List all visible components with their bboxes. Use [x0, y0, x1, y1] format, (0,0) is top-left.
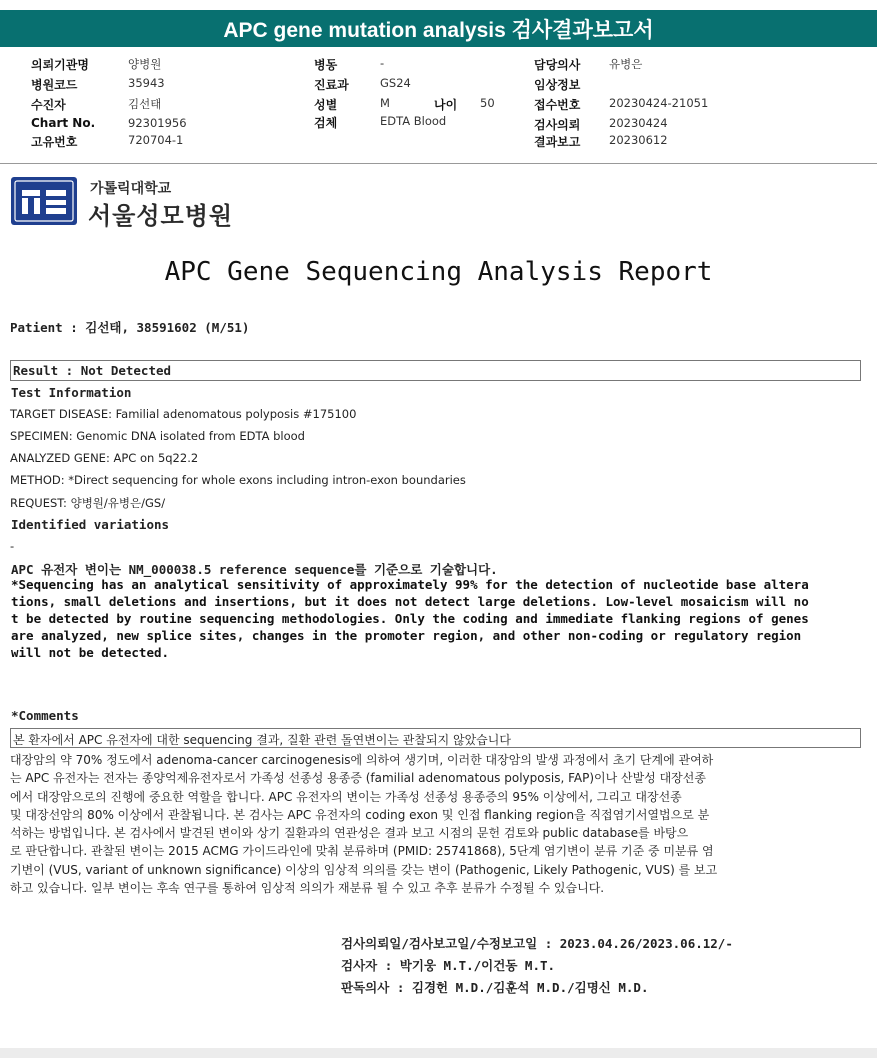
header-label-specimen: 검체 [314, 116, 338, 130]
header-value-specimen: EDTA Blood [380, 114, 447, 128]
header-label-request-date: 검사의뢰 [534, 118, 581, 132]
header-value-patient: 김선태 [128, 97, 162, 111]
identified-variations-heading: Identified variations [11, 517, 170, 532]
hospital-emblem-icon [10, 176, 80, 228]
header-label-report-date: 결과보고 [534, 135, 581, 149]
header-value-ward: - [380, 56, 385, 70]
sensitivity-note: *Sequencing has an analytical sensitivity of approximately 99% for the detection of nucleotide base altera tions, small deletions and insertions, but it does not detect large deletions. Low-level mosaicism will no t be detected by routine sequencing methodologies. Only the coding and immediate flanking regions of genes are analyzed, new splice sites, changes in the promoter region, and other non-coding or regulatory region will not be detected. [11, 577, 809, 660]
header-value-chart-no: 92301956 [128, 116, 187, 130]
header-value-request-date: 20230424 [609, 116, 668, 130]
report-title-bar: APC gene mutation analysis 검사결과보고서 [0, 10, 877, 47]
header-label-doctor: 담당의사 [534, 58, 581, 72]
header-label-age: 나이 [434, 98, 458, 112]
header-value-unique-no: 720704-1 [128, 133, 184, 147]
header-label-clinical-info: 임상정보 [534, 78, 581, 92]
test-info-request: REQUEST: 양병원/유병은/GS/ [10, 496, 166, 510]
report-dates-line: 검사의뢰일/검사보고일/수정보고일 : 2023.04.26/2023.06.12/- [341, 936, 733, 951]
header-label-sex: 성별 [314, 98, 338, 112]
patient-line: Patient : 김선태, 38591602 (M/51) [10, 320, 250, 335]
patient-header [0, 54, 877, 160]
header-value-sex: M [380, 96, 390, 110]
bottom-margin-strip [0, 1048, 877, 1058]
reference-sequence-note: APC 유전자 변이는 NM_000038.5 reference sequence를 기준으로 기술합니다. [11, 562, 498, 577]
test-information-heading: Test Information [11, 385, 132, 400]
test-info-analyzed-gene: ANALYZED GENE: APC on 5q22.2 [10, 451, 199, 465]
header-value-doctor: 유병은 [609, 57, 643, 71]
header-value-receipt-no: 20230424-21051 [609, 96, 709, 110]
header-label-receipt-no: 접수번호 [534, 98, 581, 112]
reading-physician-line: 판독의사 : 김경헌 M.D./김훈석 M.D./김명신 M.D. [341, 980, 649, 995]
header-label-ward: 병동 [314, 58, 338, 72]
test-info-target-disease: TARGET DISEASE: Familial adenomatous polyposis #175100 [10, 407, 357, 421]
hospital-logo-line1: 가톨릭대학교 [90, 181, 172, 197]
header-label-department: 진료과 [314, 78, 349, 92]
test-info-specimen: SPECIMEN: Genomic DNA isolated from EDTA blood [10, 429, 305, 443]
header-label-chart-no: Chart No. [31, 116, 96, 130]
header-divider [0, 163, 877, 164]
comments-body: 대장암의 약 70% 정도에서 adenoma-cancer carcinogenesis에 의하여 생기며, 이러한 대장암의 발생 과정에서 초기 단계에 관여하 는 APC 유전자는 전자는 종양억제유전자로서 가족성 선종성 용종증 (familial adenomatous polyposis, FAP)이나 산발성 대장선종 에서 대장암으로의 진행에 중요한 역할을 합니다. APC 유전자의 변이는 가족성 선종성 용종증의 95% 이상에서, 그리고 대장선종 및 대장선암의 80% 이상에서 관찰됩니다. 본 검사는 APC 유전자의 coding exon 및 인접 flanking region을 직접염기서열법으로 분 석하는 방법입니다. 본 검사에서 발견된 변이와 상기 질환과의 연관성은 결과 보고 시점의 문헌 검토와 public database를 바탕으 로 판단합니다. 관찰된 변이는 2015 ACMG 가이드라인에 맞춰 분류하며 (PMID: 25741868), 5단계 염기변이 분류 기준 중 미분류 염 기변이 (VUS, variant of unknown significance) 이상의 임상적 의의를 갖는 변이 (Pathogenic, Likely Pathogenic, VUS) 를 보고 하고 있습니다. 일부 변이는 후속 연구를 통하여 임상적 의의가 재분류 될 수 있고 추후 분류가 수정될 수 있습니다. [10, 753, 718, 896]
examiner-line: 검사자 : 박기웅 M.T./이건동 M.T. [341, 958, 556, 973]
comments-summary-box: 본 환자에서 APC 유전자에 대한 sequencing 결과, 질환 관련 돌연변이는 관찰되지 않았습니다 [10, 728, 861, 748]
hospital-logo-line2: 서울성모병원 [88, 202, 234, 230]
test-info-method: METHOD: *Direct sequencing for whole exons including intron-exon boundaries [10, 473, 466, 487]
header-value-institution: 양병원 [128, 57, 162, 71]
header-label-unique-no: 고유번호 [31, 135, 78, 149]
result-box: Result : Not Detected [10, 360, 861, 381]
header-value-department: GS24 [380, 76, 411, 90]
identified-variations-value: - [10, 539, 15, 553]
header-value-report-date: 20230612 [609, 133, 668, 147]
header-value-age: 50 [480, 96, 495, 110]
header-value-hospital-code: 35943 [128, 76, 165, 90]
header-label-patient: 수진자 [31, 98, 66, 112]
header-label-hospital-code: 병원코드 [31, 78, 78, 92]
comments-heading: *Comments [11, 708, 79, 723]
header-label-institution: 의뢰기관명 [31, 58, 89, 72]
report-main-title: APC Gene Sequencing Analysis Report [164, 257, 713, 287]
